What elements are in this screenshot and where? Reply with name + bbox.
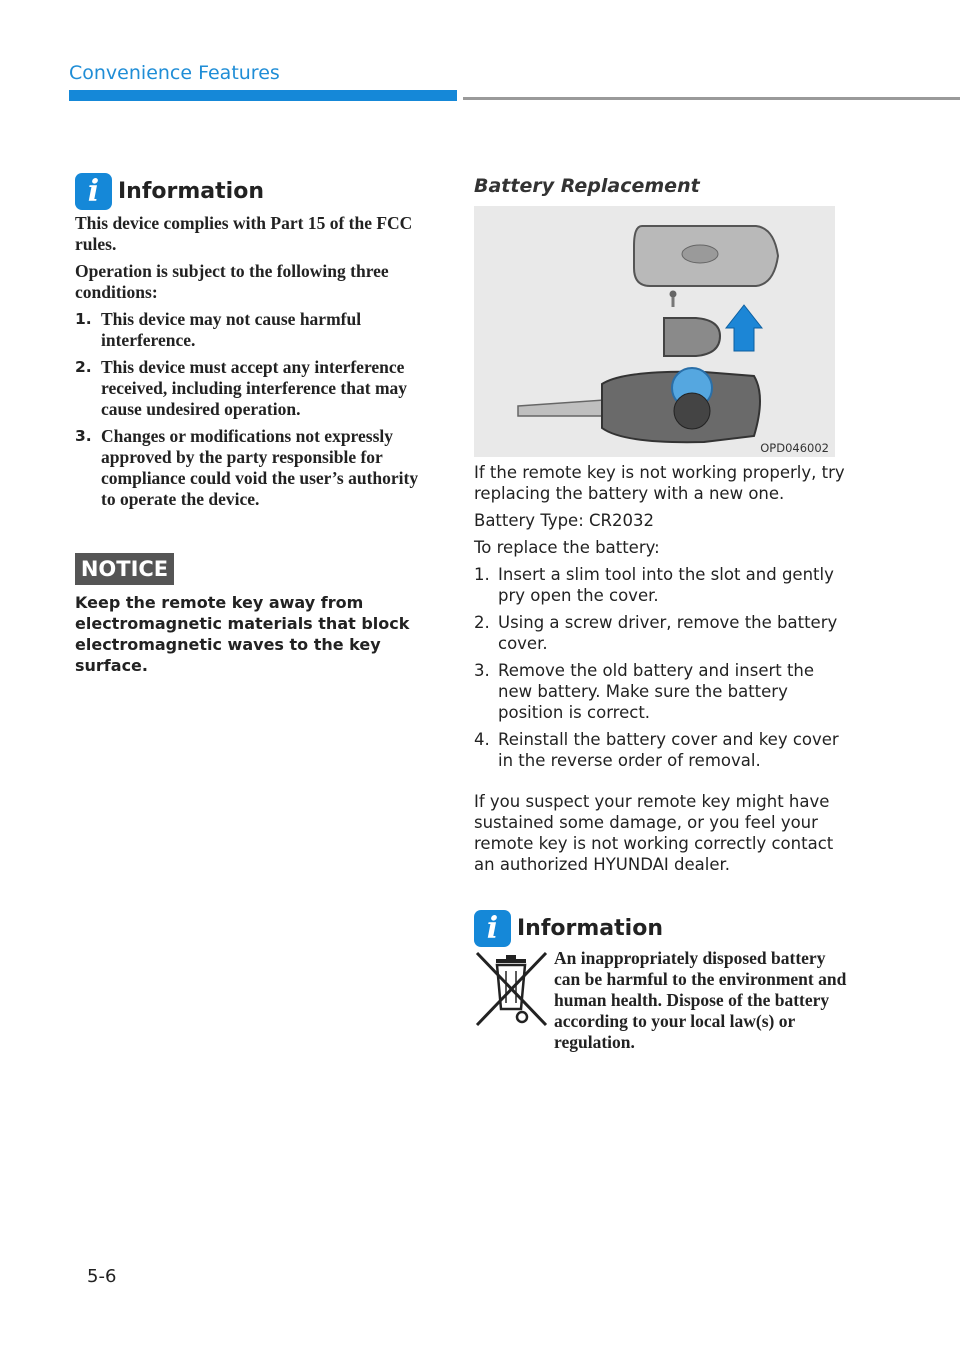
info-title-2: Information (517, 916, 663, 941)
page-number: 5-6 (87, 1266, 117, 1287)
list-item: 3. Changes or modifications not expressly approved by the party responsible for compliance could void the user’s authority to operate the device. (75, 426, 419, 509)
battery-figure (474, 206, 835, 457)
figure-code: OPD046002 (760, 441, 829, 455)
notice-text: Keep the remote key away from electromagnetic materials that block electromagnetic waves to the key surface. (75, 593, 410, 675)
remote-key-illustration (474, 206, 835, 457)
information-icon: i (474, 910, 511, 947)
fcc-info-block (75, 213, 435, 516)
info-title: Information (118, 179, 264, 204)
list-item: 1. Insert a slim tool into the slot and gently pry open the cover. (474, 565, 834, 605)
battery-type: Battery Type: CR2032 (474, 511, 654, 530)
list-item: 4. Reinstall the battery cover and key cover in the reverse order of removal. (474, 730, 839, 770)
list-item: 2. Using a screw driver, remove the battery cover. (474, 613, 838, 653)
notice-badge: NOTICE (75, 553, 174, 585)
crossed-bin-icon (474, 951, 548, 1027)
fcc-conditions-list (75, 309, 435, 510)
battery-section-title: Battery Replacement (474, 175, 700, 197)
info-heading-2 (474, 910, 663, 947)
battery-intro: To replace the battery: (474, 538, 660, 557)
fcc-para-1: This device complies with Part 15 of the FCC rules. (75, 213, 413, 254)
header-rule-blue (69, 90, 457, 101)
header-rule-gray (463, 97, 960, 100)
battery-instructions (474, 462, 846, 881)
disposal-info-text: An inappropriately disposed battery can be harmful to the environment and human health. Dispose of the battery according to your local law(s) or regulation. (554, 948, 847, 1052)
battery-para-1: If the remote key is not working properly, try replacing the battery with a new one. (474, 463, 845, 503)
list-item: 3. Remove the old battery and insert the new battery. Make sure the battery position is correct. (474, 661, 815, 722)
fcc-para-2: Operation is subject to the following three conditions: (75, 261, 389, 302)
list-item: 2. This device must accept any interference received, including interference that may cause undesired operation. (75, 357, 408, 419)
section-header: Convenience Features (69, 62, 280, 84)
information-icon: i (75, 173, 112, 210)
battery-para-2: If you suspect your remote key might have sustained some damage, or you feel your remote key is not working correctly contact an authorized HYUNDAI dealer. (474, 792, 834, 874)
list-item: 1. This device may not cause harmful interference. (75, 309, 362, 350)
battery-steps-list (474, 564, 846, 771)
info-heading (75, 173, 264, 210)
